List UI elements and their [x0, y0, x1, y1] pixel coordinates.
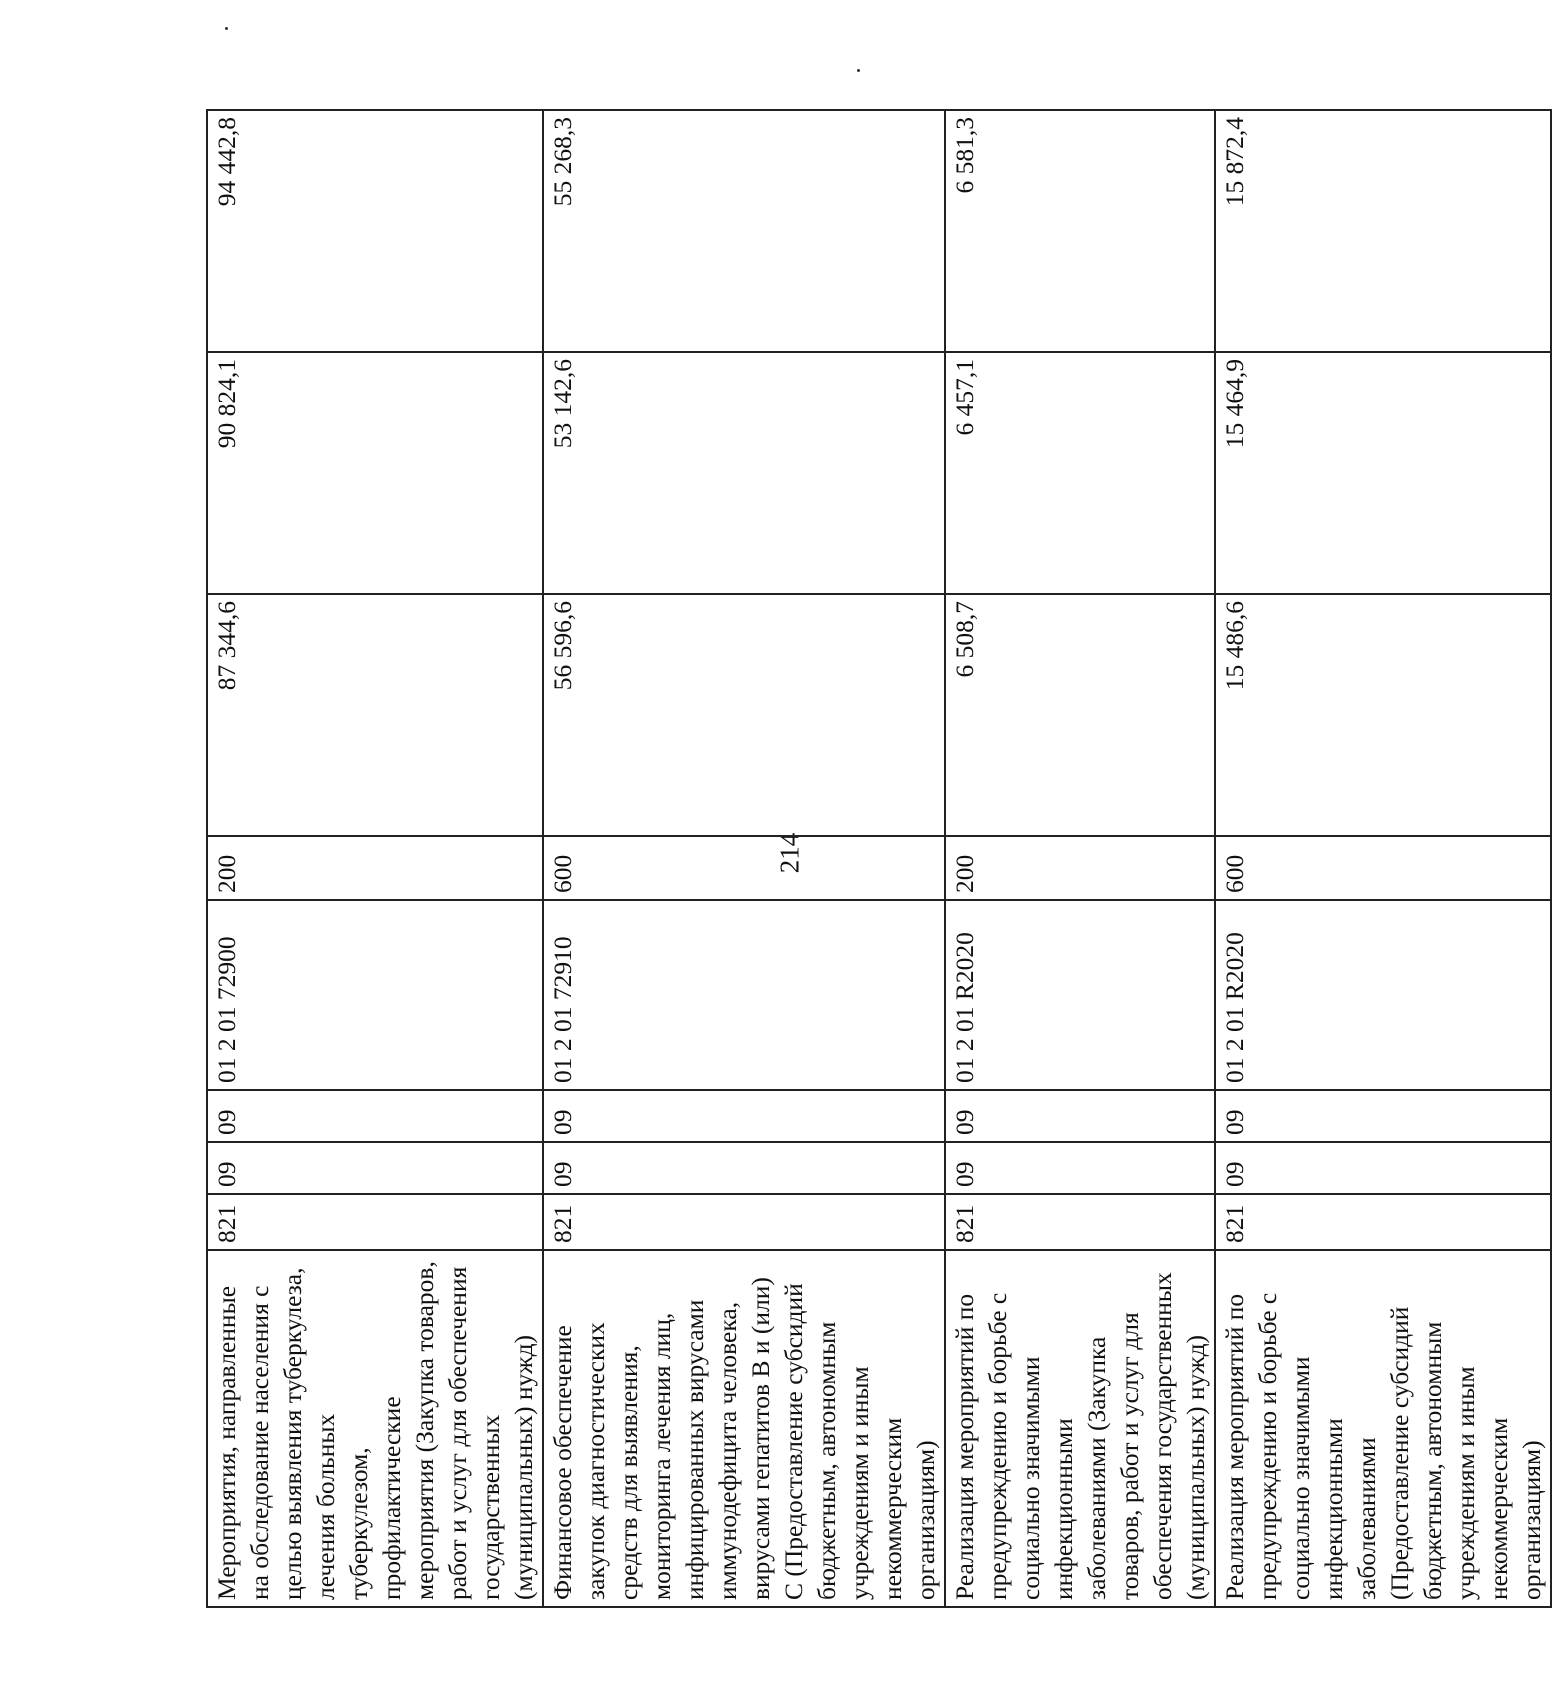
expense-type-code: 200 [207, 836, 543, 900]
target-article-code: 01 2 01 72910 [543, 900, 945, 1090]
amount-year-2: 6 457,1 [945, 352, 1215, 594]
amount-year-3: 6 581,3 [945, 110, 1215, 352]
amount-year-3: 15 872,4 [1215, 110, 1551, 352]
budget-table-rotated [206, 111, 1546, 1608]
section-code: 09 [945, 1142, 1215, 1194]
budget-table [206, 109, 1552, 1608]
page-number: 214 [774, 832, 805, 874]
section-code: 09 [207, 1142, 543, 1194]
expense-type-code: 600 [1215, 836, 1551, 900]
target-article-code: 01 2 01 R2020 [1215, 900, 1551, 1090]
target-article-code: 01 2 01 R2020 [945, 900, 1215, 1090]
table-row [207, 110, 543, 1607]
amount-year-2: 15 464,9 [1215, 352, 1551, 594]
row-description: Реализация мероприятий по предупреждению и борьбе с социально значимыми инфекционными заболеваниями (Закупка товаров, работ и услуг для обеспечения государственных (муниципальных) нужд) [945, 1250, 1215, 1607]
expense-type-code: 600 [543, 836, 945, 900]
amount-year-1: 15 486,6 [1215, 594, 1551, 836]
target-article-code: 01 2 01 72900 [207, 900, 543, 1090]
scan-speck [225, 27, 228, 30]
subsection-code: 09 [945, 1090, 1215, 1142]
expense-type-code: 200 [945, 836, 1215, 900]
grbs-code: 821 [945, 1194, 1215, 1250]
subsection-code: 09 [1215, 1090, 1551, 1142]
grbs-code: 821 [1215, 1194, 1551, 1250]
row-description: Мероприятия, направленные на обследование населения с целью выявления туберкулеза, лечения больных туберкулезом, профилактические мероприятия (Закупка товаров, работ и услуг для обеспечения государственных (муниципальных) нужд) [207, 1250, 543, 1607]
row-description: Финансовое обеспечение закупок диагностических средств для выявления, мониторинга лечения лиц, инфицированных вирусами иммунодефицита человека, вирусами гепатитов В и (или) С (Предоставление субсидий бюджетным, автономным учреждениям и иным некоммерческим организациям) [543, 1250, 945, 1607]
amount-year-2: 53 142,6 [543, 352, 945, 594]
table-row [543, 110, 945, 1607]
amount-year-3: 94 442,8 [207, 110, 543, 352]
scan-speck [857, 69, 860, 72]
amount-year-1: 56 596,6 [543, 594, 945, 836]
table-row [1215, 110, 1551, 1607]
grbs-code: 821 [207, 1194, 543, 1250]
amount-year-1: 87 344,6 [207, 594, 543, 836]
amount-year-2: 90 824,1 [207, 352, 543, 594]
amount-year-1: 6 508,7 [945, 594, 1215, 836]
subsection-code: 09 [543, 1090, 945, 1142]
row-description: Реализация мероприятий по предупреждению и борьбе с социально значимыми инфекционными заболеваниями (Предоставление субсидий бюджетным, автономным учреждениям и иным некоммерческим организациям) [1215, 1250, 1551, 1607]
table-row [945, 110, 1215, 1607]
grbs-code: 821 [543, 1194, 945, 1250]
amount-year-3: 55 268,3 [543, 110, 945, 352]
subsection-code: 09 [207, 1090, 543, 1142]
section-code: 09 [543, 1142, 945, 1194]
section-code: 09 [1215, 1142, 1551, 1194]
